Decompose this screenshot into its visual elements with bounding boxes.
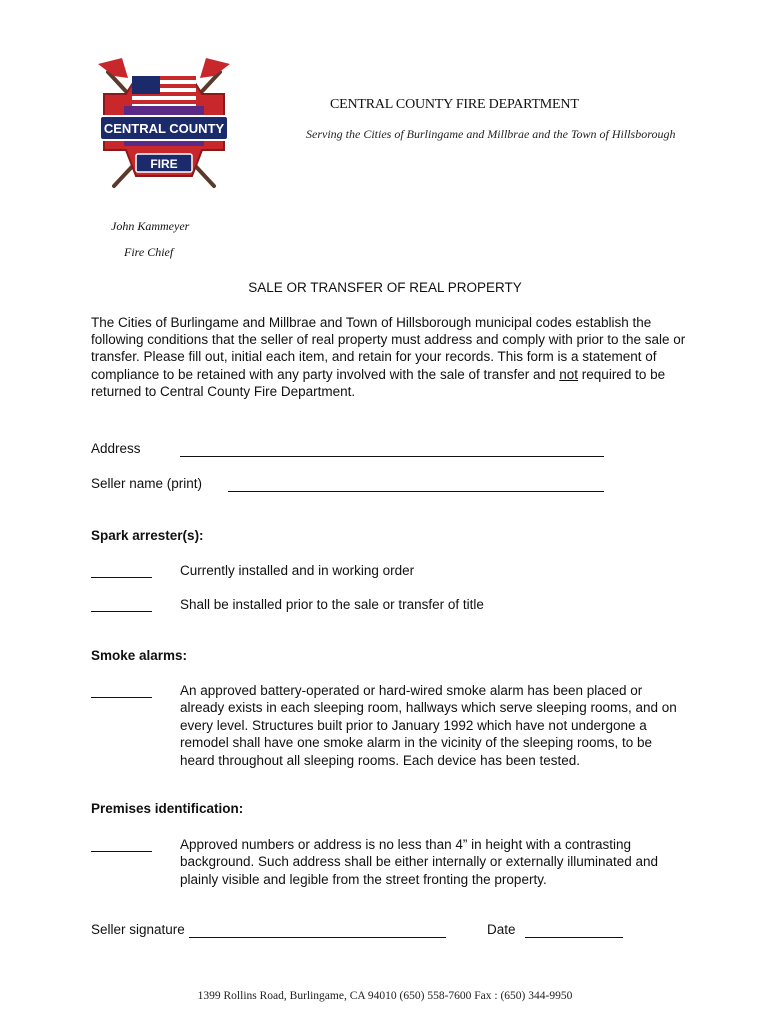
address-field[interactable] xyxy=(180,456,604,457)
date-field[interactable] xyxy=(525,937,623,938)
premises-initial-field[interactable] xyxy=(91,851,152,852)
premises-heading: Premises identification: xyxy=(91,801,244,816)
smoke-initial-field[interactable] xyxy=(91,697,152,698)
logo-bottom-text: FIRE xyxy=(150,157,178,171)
intro-main-text: The Cities of Burlingame and Millbrae and Town of Hillsborough municipal codes establish the following conditions that the seller of real property must address and comply with prior to the sale or transfer. Please fill out, initial each item, and retain for your records. This form is a statement of compliance to be retained with any party involved with the sale of transfer and xyxy=(91,315,686,382)
intro-paragraph xyxy=(91,314,691,400)
department-title: CENTRAL COUNTY FIRE DEPARTMENT xyxy=(330,97,579,112)
seller-signature-label: Seller signature xyxy=(91,922,185,937)
spark-initial-field-1[interactable] xyxy=(91,577,152,578)
logo-top-text: CENTRAL COUNTY xyxy=(103,121,225,136)
department-subtitle: Serving the Cities of Burlingame and Millbrae and the Town of Hillsborough xyxy=(306,127,676,141)
form-title: SALE OR TRANSFER OF REAL PROPERTY xyxy=(248,280,522,295)
spark-initial-field-2[interactable] xyxy=(91,611,152,612)
seller-name-label: Seller name (print) xyxy=(91,476,203,491)
spark-arrester-heading: Spark arrester(s): xyxy=(91,528,204,543)
chief-name: John Kammeyer xyxy=(111,219,190,233)
date-label: Date xyxy=(487,922,516,937)
fire-department-logo xyxy=(84,54,244,192)
intro-end-text: required to be returned to Central County Fire Department. xyxy=(91,366,666,399)
premises-item-1: Approved numbers or address is no less than 4” in height with a contrasting background. Such address shall be either internally or externally illuminated and plainly visible and legible from the street fronting the property. xyxy=(180,837,659,887)
smoke-item-1: An approved battery-operated or hard-wired smoke alarm has been placed or already exists in each sleeping room, hallways which serve sleeping rooms, and on every level. Structures built prior to January 1992 which have not undergone a remodel shall have one smoke alarm in the vicinity of the sleeping rooms, to be heard throughout all sleeping rooms. Each device has been tested. xyxy=(180,683,677,768)
footer-address: 1399 Rollins Road, Burlingame, CA 94010 (650) 558-7600 Fax : (650) 344-9950 xyxy=(197,990,573,1002)
spark-item-1: Currently installed and in working order xyxy=(180,563,415,578)
smoke-alarms-heading: Smoke alarms: xyxy=(91,648,188,663)
seller-name-field[interactable] xyxy=(228,491,604,492)
address-label: Address xyxy=(91,441,141,456)
intro-underlined-word: not xyxy=(559,366,579,382)
spark-item-2: Shall be installed prior to the sale or transfer of title xyxy=(180,597,484,612)
seller-signature-field[interactable] xyxy=(189,937,446,938)
chief-title: Fire Chief xyxy=(124,245,174,259)
